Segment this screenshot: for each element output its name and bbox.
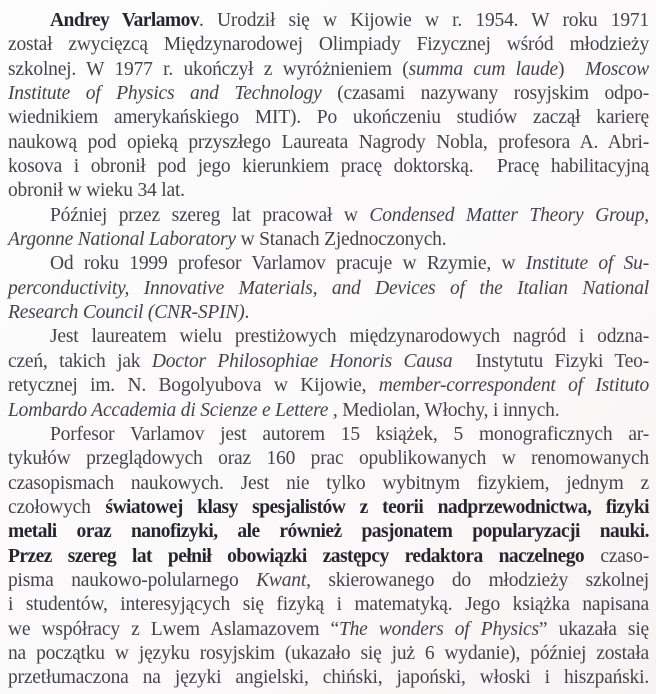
text-line bbox=[8, 325, 649, 349]
text-run: Przez szereg lat pełnił obowiązki zastępcy redaktora naczelnego bbox=[8, 545, 585, 567]
text-run: światowej klasy spesjalistów z teorii nadprzewodnictwa, fizyki bbox=[105, 496, 650, 518]
text-line bbox=[8, 252, 649, 276]
text-line bbox=[8, 423, 649, 447]
text-run: pisma naukowo-polularnego bbox=[8, 569, 257, 591]
text-run: Instytutu Fizyki Teo- bbox=[452, 350, 649, 372]
text-line bbox=[8, 33, 649, 57]
text-line bbox=[8, 618, 649, 642]
text-run: szkolnej. W 1977 r. ukończył z wyróżnieniem ( bbox=[8, 58, 409, 80]
text-run: Kwant bbox=[256, 569, 307, 591]
text-run: Jest laureatem wielu prestiżowych międzynarodowych nagród i odzna- bbox=[50, 326, 649, 348]
text-line bbox=[8, 82, 649, 106]
text-run: został zwycięzcą Międzynarodowej Olimpiady Fizycznej wśród młodzieży bbox=[8, 34, 649, 56]
text-line bbox=[8, 9, 649, 33]
text-run: . Urodził się w Kijowie w r. 1954. W roku 1971 bbox=[199, 10, 649, 31]
text-run: , skierowanego do młodzieży szkolnej bbox=[306, 569, 649, 591]
text-run: Później przez szereg lat pracował w bbox=[50, 204, 370, 226]
text-run: Institute of Su- bbox=[525, 253, 649, 275]
text-run: Lombardo Accademia di Scienze e Lettere bbox=[8, 399, 329, 421]
text-line bbox=[8, 520, 649, 544]
text-run: , Mediolan, Włochy, i innych. bbox=[328, 399, 560, 421]
text-run: i studentów, interesyjących się fizyką i matematyką. Jego książka napisana bbox=[8, 594, 649, 616]
text-run: The wonders of Physics bbox=[338, 618, 539, 640]
text-run: ) bbox=[557, 58, 586, 80]
text-line bbox=[8, 277, 649, 301]
text-line bbox=[8, 131, 649, 155]
text-line bbox=[8, 179, 649, 203]
text-line bbox=[8, 666, 649, 690]
text-line bbox=[8, 155, 649, 179]
text-run: Argonne National Laboratory bbox=[8, 229, 236, 251]
text-run: Andrey Varlamov bbox=[50, 10, 200, 31]
text-run: naukową pod opieką przyszłego Laureata Nagrody Nobla, profesora A. Abri- bbox=[8, 131, 649, 153]
text-line bbox=[8, 399, 649, 423]
text-line bbox=[8, 228, 649, 252]
text-line bbox=[8, 106, 649, 130]
text-line bbox=[8, 496, 649, 520]
text-line bbox=[8, 58, 649, 82]
text-run: . bbox=[244, 302, 250, 324]
text-run: summa cum laude bbox=[408, 58, 558, 80]
text-run: Od roku 1999 profesor Varlamov pracuje w Rzymie, w bbox=[50, 253, 526, 275]
text-run: retycznej im. N. Bogolyubova w Kijowie, bbox=[8, 375, 379, 397]
text-line bbox=[8, 472, 649, 496]
text-run: Porfesor Varlamov jest autorem 15 książek, 5 monograficznych ar- bbox=[50, 423, 649, 445]
text-line bbox=[8, 374, 649, 398]
text-line bbox=[8, 204, 649, 228]
text-run: obronił w wieku 34 lat. bbox=[8, 180, 185, 202]
text-run: tykułów przeglądowych oraz 160 prac opublikowanych w renomowanych bbox=[8, 448, 649, 470]
text-run: wiednikiem amerykańskiego MIT). Po ukończeniu studiów zaczął karierę bbox=[8, 107, 649, 129]
text-line bbox=[8, 350, 649, 374]
biography-text bbox=[8, 9, 649, 691]
text-line bbox=[8, 593, 649, 617]
text-line bbox=[8, 642, 649, 666]
text-run: member-correspondent of Istituto bbox=[378, 375, 649, 397]
text-run: (czasami nazywany rosyjskim odpo- bbox=[321, 83, 649, 105]
text-run: Research Council (CNR-SPIN) bbox=[8, 302, 245, 324]
text-run: czeń, takich jak bbox=[8, 350, 152, 372]
text-run: kosova i obronił pod jego kierunkiem pracę doktorską. Pracę habilitacyjną bbox=[8, 156, 649, 178]
text-line bbox=[8, 447, 649, 471]
text-run: w Stanach Zjednoczonych. bbox=[235, 229, 447, 251]
text-run: czaso- bbox=[584, 545, 649, 567]
text-run: czołowych bbox=[8, 496, 106, 518]
text-run: Condensed Matter Theory Group, bbox=[369, 204, 649, 226]
text-run: perconductivity, Innovative Materials, and Devices of the Italian National bbox=[8, 277, 649, 299]
text-run: Moscow bbox=[585, 58, 649, 80]
text-run: we współracy z Lwem Aslamazovem “ bbox=[8, 618, 339, 640]
text-line bbox=[8, 545, 649, 569]
text-run: Institute of Physics and Technology bbox=[8, 83, 322, 105]
text-run: na początku w języku rosyjskim (ukazało się już 6 wydanie), później została bbox=[8, 642, 649, 664]
text-line bbox=[8, 301, 649, 325]
text-line bbox=[8, 569, 649, 593]
text-run: ” ukazała się bbox=[538, 618, 649, 640]
text-run: metali oraz nanofizyki, ale również pasjonatem popularyzacji nauki. bbox=[8, 521, 649, 543]
text-run: przetłumaczona na języki angielski, chiński, japoński, włoski i hiszpański. bbox=[8, 667, 649, 689]
text-run: Doctor Philosophiae Honoris Causa bbox=[151, 350, 453, 372]
text-run: czasopismach naukowych. Jest nie tylko wybitnym fizykiem, jednym z bbox=[8, 472, 649, 494]
